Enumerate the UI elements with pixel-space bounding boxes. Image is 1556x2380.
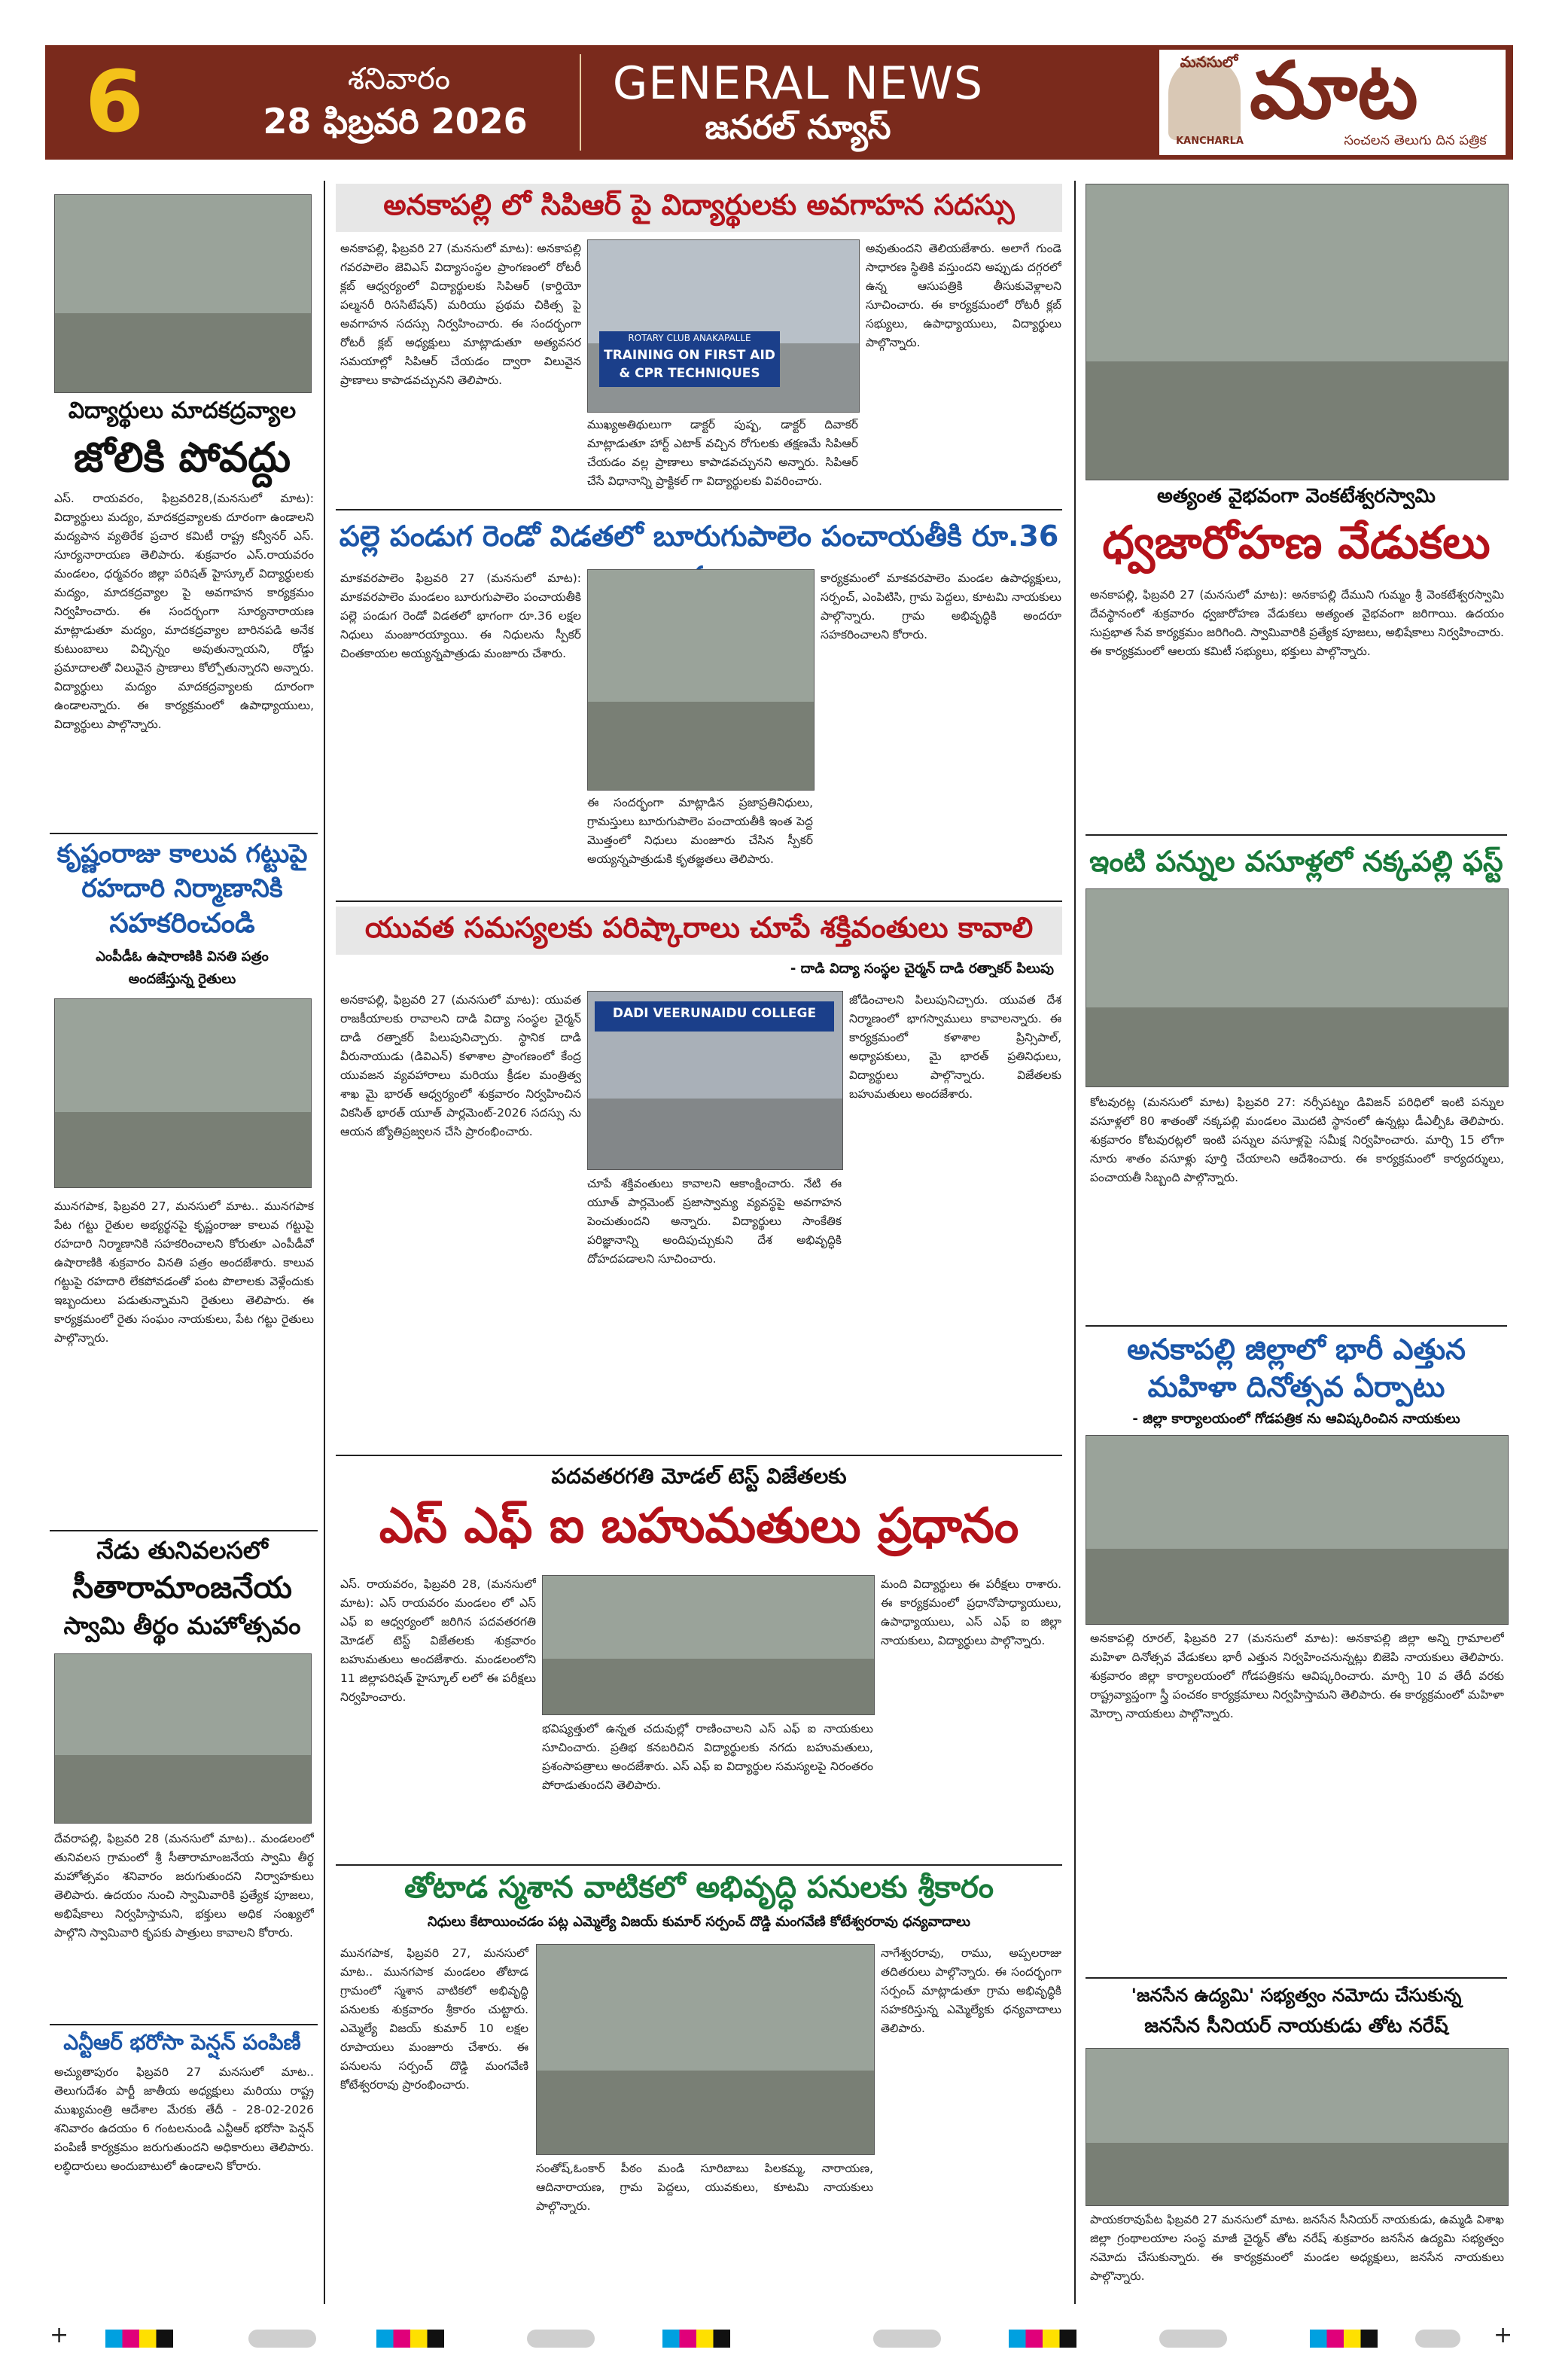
youth-body-a: అనకాపల్లి, ఫిబ్రవరి 27 (మనసులో మాట): యువత రాజకీయాలకు రావాలని దాడి విద్యా సంస్థల చైర్మన్ దాడి రత్నాకర్ పిలుపునిచ్చారు. స్థానిక దాడి వీరునాయుడు (డివిఎన్) కళాశాల ప్రాంగణంలో కేంద్ర యువజన వ్యవహారాలు మరియు క్రీడల మంత్రిత్వ శాఖ మై భారత్ ఆధ్వర్యంలో శుక్రవారం నిర్వహించిన వికసిత్ భారత్ యూత్ పార్లమెంట్-2026 సదస్సు ను ఆయన జ్యోతిప్రజ్వలన చేసి ప్రారంభించారు.	[340, 993, 581, 1138]
registration-cross-icon: +	[50, 2322, 69, 2348]
village-photo	[587, 569, 815, 791]
color-bar	[1009, 2330, 1076, 2348]
temple-right-title: ధ్వజారోహణ వేడుకలు	[1102, 517, 1491, 569]
cemetery-photo	[536, 1944, 875, 2155]
temple-left-title-3: స్వామి తీర్థం మహోత్సవం	[63, 1611, 301, 1640]
cemetery-subtitle: నిధులు కేటాయించడం పట్ల ఎమ్మెల్యే విజయ్ కుమార్ సర్పంచ్ దొడ్డి మంగవేణి కోటేశ్వరరావు ధన్యవాదాలు	[427, 1914, 971, 1930]
rule	[1086, 1977, 1507, 1979]
rule	[336, 509, 1062, 510]
canal-body: మునగపాక, ఫిబ్రవరి 27, మనసులో మాట.. మునగపాక పేట గట్టు రైతుల అభ్యర్థనపై కృష్ణంరాజు కాలువ గట్టుపై రహదారి నిర్మాణానికి సహకరించాలని కోరుతూ ఎంపీడీవో ఉషారాణికి శుక్రవారం వినతి పత్రం అందజేశారు. కాలువ గట్టుపై రహదారి లేకపోవడంతో పంట పొలాలకు వెళ్లేందుకు ఇబ్బందులు పడుతున్నామని రైతులు తెలిపారు. ఈ కార్యక్రమంలో రైతు సంఘం నాయకులు, పేట గట్టు రైతులు పాల్గొన్నారు.	[54, 1199, 314, 1345]
temple-left-body: దేవరాపల్లి, ఫిబ్రవరి 28 (మనసులో మాట).. మండలంలో తునివలస గ్రామంలో శ్రీ సీతారామాంజనేయ స్వామి తీర్థ మహోత్సవం శనివారం జరుగుతుందని నిర్వాహకులు తెలిపారు. ఉదయం నుంచి స్వామివారికి ప్రత్యేక పూజలు, అభిషేకాలు నిర్వహిస్తామని, భక్తులు అధిక సంఖ్యలో పాల్గొని స్వామివారి కృపకు పాత్రులు కావాలని కోరారు.	[54, 1832, 314, 1940]
village-title: పల్లె పండుగ రెండో విడతలో బూరుగుపాలెం పంచాయతీకి రూ.36	[339, 520, 1059, 553]
column-divider-right	[1074, 181, 1076, 2304]
grey-bar	[1415, 2330, 1460, 2348]
village-body-a: మాకవరపాలెం ఫిబ్రవరి 27 (మనసులో మాట): మాకవరపాలెం మండలం బూరుగుపాలెం పంచాయతీకి పల్లె పండుగ రెండో విడతలో భాగంగా రూ.36 లక్షల నిధులు మంజూరయ్యాయి. ఈ నిధులను స్పీకర్ చింతకాయల అయ్యన్నపాత్రుడు మంజూరు చేశారు.	[340, 571, 581, 660]
youth-subtitle: - దాడి విద్యా సంస్థల చైర్మన్ దాడి రత్నాకర్ పిలుపు	[790, 961, 1054, 977]
sfi-photo	[542, 1575, 875, 1715]
rule	[50, 1530, 318, 1531]
header-date: 28 ఫిబ్రవరి 2026	[263, 101, 528, 142]
village-body-c: కార్యక్రమంలో మాకవరపాలెం మండల ఉపాధ్యక్షులు, సర్పంచ్, ఎంపిటిసి, గ్రామ పెద్దలు, కూటమి నాయకులు పాల్గొన్నారు. గ్రామ అభివృద్ధికి అందరూ సహకరించాలని కోరారు.	[821, 571, 1061, 641]
janasena-photo	[1086, 2048, 1509, 2206]
cpr-body-b: ముఖ్యఅతిథులుగా డాక్టర్ పుష్ప, డాక్టర్ దివాకర్ మాట్లాడుతూ హార్ట్ ఎటాక్ వచ్చిన రోగులకు తక్షణమే సిపిఆర్ చేయడం వల్ల ప్రాణాలు కాపాడవచ్చునని అన్నారు. సిపిఆర్ చేసే విధానాన్ని ప్రాక్టికల్ గా విద్యార్థులకు వివరించారు.	[587, 418, 858, 488]
womens-day-photo	[1086, 1435, 1509, 1625]
color-bar	[376, 2330, 444, 2348]
temple-right-caption: అత్యంత వైభవంగా వెంకటేశ్వరస్వామి	[1157, 485, 1436, 507]
color-bar	[105, 2330, 173, 2348]
color-bar	[662, 2330, 730, 2348]
cemetery-body-c: నాగేశ్వరరావు, రాము, అప్పలరాజు తదితరులు పాల్గొన్నారు. ఈ సందర్భంగా సర్పంచ్ మాట్లాడుతూ గ్రామ అభివృద్ధికి సహకరిస్తున్న ఎమ్మెల్యేకు ధన్యవాదాలు తెలిపారు.	[881, 1946, 1061, 2035]
color-bar	[1310, 2330, 1378, 2348]
drugs-body: ఎస్. రాయవరం, ఫిబ్రవరి28,(మనసులో మాట): విద్యార్థులు మద్యం, మాదకద్రవ్యాలకు దూరంగా ఉండాలని మద్యపాన వ్యతిరేక ప్రచార కమిటీ రాష్ట్ర కన్వీనర్ ఎస్. సూర్యనారాయణ తెలిపారు. శుక్రవారం ఎస్.రాయవరం మండలం, ధర్మవరం జిల్లా పరిషత్ హైస్కూల్ విద్యార్థులకు మద్యం, మాదకద్రవ్యాల పై అవగాహన కార్యక్రమం నిర్వహించారు. ఈ సందర్భంగా సూర్యనారాయణ మాట్లాడుతూ మద్యం, మాదకద్రవ్యాల బారినపడి అనేక కుటుంబాలు విచ్ఛిన్నం అవుతున్నాయని, రోడ్డు ప్రమాదాలతో విలువైన ప్రాణాలు కోల్పోతున్నారని అన్నారు. విద్యార్థులు మద్యం మాదకద్రవ్యాలకు దూరంగా ఉండాలన్నారు. ఈ కార్యక్రమంలో ఉపాధ్యాయులు, విద్యార్థులు పాల్గొన్నారు.	[54, 492, 314, 731]
section-title-te: జనరల్ న్యూస్	[705, 108, 891, 147]
rule	[1086, 1325, 1507, 1327]
cpr-photo-text-1: ROTARY CLUB ANAKAPALLE	[628, 333, 751, 343]
rule	[336, 900, 1062, 902]
youth-body-b: చూపే శక్తివంతులు కావాలని ఆకాంక్షించారు. నేటి ఈ యూత్ పార్లమెంట్ ప్రజాస్వామ్య వ్యవస్థపై అవగాహన పెంచుతుందని అన్నారు. విద్యార్థులు సాంకేతిక పరిజ్ఞానాన్ని అందిపుచ్చుకుని దేశ అభివృద్ధికి దోహదపడాలని సూచించారు.	[587, 1177, 842, 1266]
janasena-body: పాయకరావుపేట ఫిబ్రవరి 27 మనసులో మాట. జనసేన సీనియర్ నాయకుడు, ఉమ్మడి విశాఖ జిల్లా గ్రంథాలయాల సంస్థ మాజీ చైర్మన్ తోట నరేష్ శుక్రవారం జనసేన ఉద్యమి సభ్యత్వం నమోదు చేసుకున్నారు. ఈ కార్యక్రమంలో మండల అధ్యక్షులు, జనసేన నాయకులు పాల్గొన్నారు.	[1090, 2213, 1504, 2283]
temple-left-photo	[54, 1653, 312, 1824]
rule	[50, 2024, 318, 2025]
grey-bar	[873, 2330, 941, 2348]
temple-left-title-1: నేడు తునివలసలో	[96, 1536, 268, 1565]
womens-day-body: అనకాపల్లి రూరల్, ఫిబ్రవరి 27 (మనసులో మాట): అనకాపల్లి జిల్లా అన్ని గ్రామాలలో మహిళా దినోత్సవ వేడుకలు భారీ ఎత్తున నిర్వహించనున్నట్లు బిజెపి నాయకులు తెలిపారు. శుక్రవారం జిల్లా కార్యాలయంలో గోడపత్రికను ఆవిష్కరించారు. మార్చి 10 వ తేదీ వరకు రాష్ట్రవ్యాప్తంగా స్త్రీ పంచకం కార్యక్రమాలు నిర్వహిస్తామని తెలిపారు. ఈ కార్యక్రమంలో మహిళా మోర్చా నాయకులు పాల్గొన్నారు.	[1090, 1632, 1504, 1720]
sfi-body-c: మంది విద్యార్థులు ఈ పరీక్షలు రాశారు. ఈ కార్యక్రమంలో ప్రధానోపాధ్యాయులు, ఉపాధ్యాయులు, ఎస్ ఎఫ్ ఐ జిల్లా నాయకులు, విద్యార్థులు పాల్గొన్నారు.	[881, 1577, 1061, 1647]
cpr-title: అనకాపల్లి లో సిపిఆర్ పై విద్యార్థులకు అవగాహన సదస్సు	[383, 188, 1015, 221]
tax-photo	[1086, 888, 1509, 1087]
canal-title-3: సహకరించండి	[109, 908, 255, 939]
cpr-body-a: అనకాపల్లి, ఫిబ్రవరి 27 (మనసులో మాట): అనకాపల్లి గవరపాలెం జెవిఎస్ విద్యాసంస్థల ప్రాంగణంలో రోటరీ క్లబ్ ఆధ్వర్యంలో విద్యార్థులకు సిపిఆర్ (కార్డియో పల్మనరీ రిససిటేషన్) మరియు ప్రథమ చికిత్స పై అవగాహన సదస్సు నిర్వహించారు. ఈ సందర్భంగా రోటరీ క్లబ్ అధ్యక్షులు మాట్లాడుతూ అత్యవసర సమయాల్లో సిపిఆర్ చేయడం ద్వారా విలువైన ప్రాణాలు కాపాడవచ్చునని తెలిపారు.	[340, 242, 581, 387]
registration-cross-icon: +	[1494, 2322, 1513, 2348]
page-number: 6	[85, 53, 144, 151]
canal-subtitle: ఎంపీడీఓ ఉషారాణికి వినతి పత్రం	[96, 949, 269, 964]
village-body-b: ఈ సందర్భంగా మాట్లాడిన ప్రజాప్రతినిధులు, గ్రామస్తులు బూరుగుపాలెం పంచాయతీకి ఇంత పెద్ద మొత్తంలో నిధులు మంజూరు చేసిన స్పీకర్ అయ్యన్నపాత్రుడుకి కృతజ్ఞతలు తెలిపారు.	[587, 796, 813, 866]
column-divider-left	[324, 181, 325, 2304]
cemetery-body-b: సంతోష్,ఓంకార్ పీఠం మండి సూరిబాబు పిలకమ్మ, నారాయణ, ఆదినారాయణ, గ్రామ పెద్దలు, యువకులు, కూటమి నాయకులు పాల్గొన్నారు.	[536, 2162, 873, 2213]
canal-title-2: రహదారి నిర్మాణానికి	[81, 873, 283, 904]
canal-title-1: కృష్ణంరాజు కాలువ గట్టుపై	[56, 839, 308, 869]
sfi-kicker: పదవతరగతి మోడల్ టెస్ట్ విజేతలకు	[551, 1464, 847, 1489]
cemetery-body-a: మునగపాక, ఫిబ్రవరి 27, మనసులో మాట.. మునగపాక మండలం తోటాడ గ్రామంలో స్మశాన వాటికలో అభివృద్ధి పనులకు శుక్రవారం శ్రీకారం చుట్టారు. ఎమ్మెల్యే విజయ్ కుమార్ 10 లక్షల రూపాయలు మంజూరు చేశారు. ఈ పనులను సర్పంచ్ దొడ్డి మంగవేణి కోటేశ్వరరావు ప్రారంభించారు.	[340, 1946, 528, 2092]
grey-bar	[1159, 2330, 1227, 2348]
cemetery-title: తోటాడ స్మశాన వాటికలో అభివృద్ధి పనులకు శ్రీకారం	[403, 1870, 994, 1905]
womens-day-title-1: అనకాపల్లి జిల్లాలో భారీ ఎత్తున	[1127, 1333, 1466, 1366]
temple-right-body: అనకాపల్లి, ఫిబ్రవరి 27 (మనసులో మాట): అనకాపల్లి దేముని గుమ్మం శ్రీ వెంకటేశ్వరస్వామి దేవస్థానంలో శుక్రవారం ధ్వజారోహణ వేడుకలు అత్యంత వైభవంగా జరిగాయి. ఉదయం సుప్రభాత సేవ కార్యక్రమం జరిగింది. స్వామివారికి ప్రత్యేక పూజలు, అభిషేకాలు నిర్వహించారు. ఈ కార్యక్రమంలో ఆలయ కమిటీ సభ్యులు, భక్తులు పాల్గొన్నారు.	[1090, 588, 1504, 658]
grey-bar	[527, 2330, 595, 2348]
drugs-title-2: జోలికి పోవద్దు	[73, 434, 291, 481]
canal-subtitle-2: అందజేస్తున్న రైతులు	[128, 971, 236, 987]
sfi-body-a: ఎస్. రాయవరం, ఫిబ్రవరి 28, (మనసులో మాట): ఎస్ రాయవరం మండలం లో ఎస్ ఎఫ్ ఐ ఆధ్వర్యంలో జరిగిన పదవతరగతి మోడల్ టెస్ట్ విజేతలకు శుక్రవారం బహుమతులు అందజేశారు. మండలంలోని 11 జిల్లాపరిషత్ హైస్కూల్ లలో ఈ పరీక్షలు నిర్వహించారు.	[340, 1577, 536, 1704]
rule	[336, 1864, 1062, 1866]
pension-title: ఎన్టీఆర్ భరోసా పెన్షన్ పంపిణీ	[63, 2030, 301, 2055]
drugs-photo	[54, 194, 312, 393]
sfi-title: ఎస్ ఎఫ్ ఐ బహుమతులు ప్రధానం	[379, 1498, 1019, 1554]
canal-photo	[54, 998, 312, 1188]
temple-right-photo	[1086, 184, 1509, 480]
drugs-title-1: విద్యార్థులు మాదకద్రవ్యాల	[68, 398, 297, 424]
womens-day-title-2: మహిళా దినోత్సవ ఏర్పాటు	[1147, 1370, 1445, 1403]
logo-tagline: సంచలన తెలుగు దిన పత్రిక	[1344, 133, 1487, 148]
sfi-body-b: భవిష్యత్తులో ఉన్నత చదువుల్లో రాణించాలని ఎస్ ఎఫ్ ఐ నాయకులు సూచించారు. ప్రతిభ కనబరిచిన విద్యార్థులకు నగదు బహుమతులు, ప్రశంసాపత్రాలు అందజేశారు. ఎస్ ఎఫ్ ఐ విద్యార్థుల సమస్యలపై నిరంతరం పోరాడుతుందని తెలిపారు.	[542, 1722, 873, 1792]
tax-body: కోటవురట్ల (మనసులో మాట) ఫిబ్రవరి 27: నర్సీపట్నం డివిజన్ పరిధిలో ఇంటి పన్నుల వసూళ్లలో 80 శాతంతో నక్కపల్లి మండలం మొదటి స్థానంలో ఉన్నట్లు డీఎల్పీఓ తెలిపారు. శుక్రవారం కోటవురట్లలో ఇంటి పన్నుల వసూళ్లపై సమీక్ష నిర్వహించారు. మార్చి 15 లోగా నూరు శాతం వసూళ్లు పూర్తి చేయాలని ఆదేశించారు. ఈ కార్యక్రమంలో కార్యదర్శులు, పంచాయతీ సిబ్బంది పాల్గొన్నారు.	[1090, 1096, 1504, 1184]
header-divider	[580, 54, 581, 151]
cpr-photo-text-3: & CPR TECHNIQUES	[619, 366, 760, 381]
cpr-photo-text-2: TRAINING ON FIRST AID	[604, 348, 775, 363]
youth-photo-text: DADI VEERUNAIDU COLLEGE	[612, 1006, 817, 1021]
rule	[50, 833, 318, 834]
rule	[336, 1455, 1062, 1456]
youth-body-c: జోడించాలని పిలుపునిచ్చారు. యువత దేశ నిర్మాణంలో భాగస్వాములు కావాలన్నారు. ఈ కార్యక్రమంలో కళాశాల ప్రిన్సిపాల్, అధ్యాపకులు, మై భారత్ ప్రతినిధులు, విద్యార్థులు పాల్గొన్నారు. విజేతలకు బహుమతులు అందజేశారు.	[849, 993, 1061, 1101]
logo-brand: KANCHARLA	[1176, 136, 1244, 147]
pension-body: అచ్యుతాపురం ఫిబ్రవరి 27 మనసులో మాట.. తెలుగుదేశం పార్టీ జాతీయ అధ్యక్షులు మరియు రాష్ట్ర ముఖ్యమంత్రి ఆదేశాల మేరకు తేదీ - 28-02-2026 శనివారం ఉదయం 6 గంటలనుండి ఎన్టీఆర్ భరోసా పెన్షన్ పంపిణీ కార్యక్రమం జరుగుతుందని అధికారులు తెలిపారు. లబ్ధిదారులు అందుబాటులో ఉండాలని కోరారు.	[54, 2065, 314, 2173]
janasena-title-1: 'జనసేన ఉద్యమి' సభ్యత్వం నమోదు చేసుకున్న	[1131, 1985, 1462, 2006]
logo-small-text: మనసులో	[1180, 53, 1238, 71]
grey-bar	[248, 2330, 316, 2348]
header-day: శనివారం	[348, 62, 450, 96]
womens-day-subtitle: - జిల్లా కార్యాలయంలో గోడపత్రిక ను ఆవిష్కరించిన నాయకులు	[1132, 1411, 1460, 1427]
logo-wordmark: మాట	[1250, 44, 1418, 136]
cpr-body-c: అవుతుందని తెలియజేశారు. అలాగే గుండె సాధారణ స్థితికి వస్తుందని అప్పుడు దగ్గరలో ఉన్న ఆసుపత్రికి తీసుకువెళ్లాలని సూచించారు. ఈ కార్యక్రమంలో రోటరీ క్లబ్ సభ్యులు, ఉపాధ్యాయులు, విద్యార్థులు పాల్గొన్నారు.	[866, 242, 1061, 349]
janasena-title-2: జనసేన సీనియర్ నాయకుడు తోట నరేష్	[1144, 2015, 1448, 2037]
section-title-en: GENERAL NEWS	[612, 57, 984, 110]
youth-title: యువత సమస్యలకు పరిష్కారాలు చూపే శక్తివంతులు కావాలి	[364, 911, 1034, 944]
tax-title: ఇంటి పన్నుల వసూళ్లలో నక్కపల్లి ఫస్ట్	[1089, 845, 1503, 878]
rule	[1086, 834, 1507, 836]
temple-left-title-2: సీతారామాంజనేయ	[72, 1571, 292, 1605]
